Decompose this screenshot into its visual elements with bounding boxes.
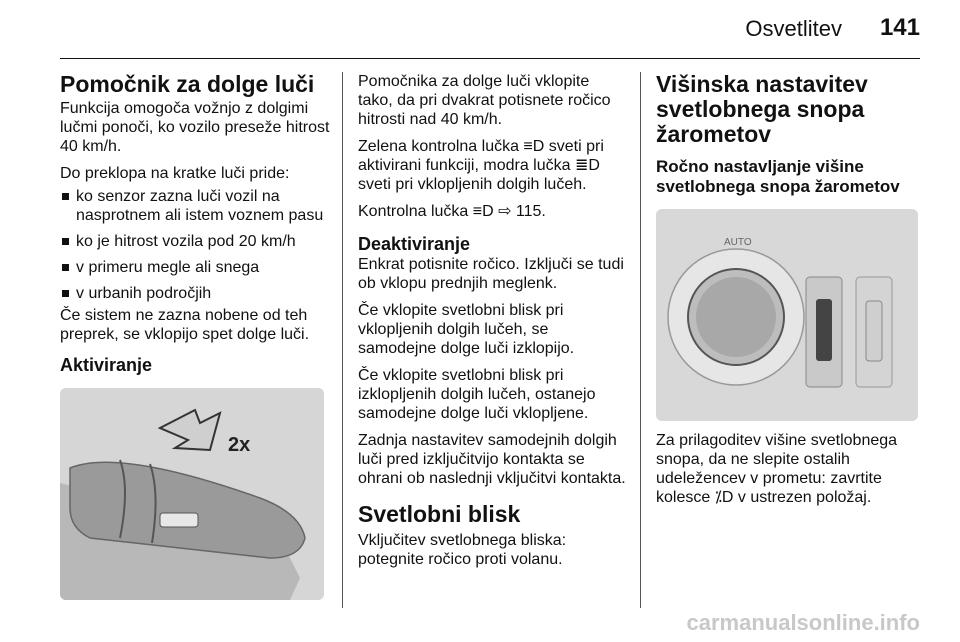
headlight-flash-paragraph: Vključitev svetlobnega bliska: potegnite ročico proti volanu. [358, 532, 567, 568]
activation-heading: Aktiviranje [60, 355, 153, 375]
light-switch-illustration [656, 209, 918, 421]
figure-label-auto: AUTO [724, 237, 752, 248]
header-divider [60, 58, 920, 59]
deactivation-paragraph-2: Če vklopite svetlobni blisk pri vklopljenih dolgih lučeh, se samodejne dolge luči izklopijo. [358, 302, 575, 357]
stalk-illustration [60, 388, 324, 600]
list-item: v urbanih področjih [60, 284, 330, 303]
column-divider-2 [640, 72, 641, 608]
section-title-high-beam-assist: Pomočnik za dolge luči [60, 71, 315, 97]
page-number: 141 [879, 14, 920, 41]
stalk-figure [60, 388, 324, 600]
range-adjust-paragraph: Za prilagoditev višine svetlobnega snopa, da ne slepite ostalih udeležencev v prometu: zavrtite kolesce ⁒D v ustrezen položaj. [656, 432, 898, 506]
column-2 [358, 72, 626, 577]
list-item: ko je hitrost vozila pod 20 km/h [60, 232, 330, 251]
after-paragraph: Če sistem ne zazna nobene od teh preprek, se vklopijo spet dolge luči. [60, 307, 310, 343]
headlight-flash-heading: Svetlobni blisk [358, 501, 521, 527]
indicator-paragraph: Zelena kontrolna lučka ≡D sveti pri aktivirani funkciji, modra lučka ≣D sveti pri vklopljenih dolgih lučeh. [358, 138, 604, 193]
figure-label-2x: 2x [228, 434, 251, 456]
light-switch-figure [656, 209, 918, 421]
list-item: ko senzor zazna luči vozil na nasprotnem ali istem voznem pasu [60, 187, 330, 225]
intro-paragraph: Funkcija omogoča vožnjo z dolgimi lučmi ponoči, ko vozilo preseže hitrost 40 km/h. [60, 100, 330, 155]
column-1 [60, 72, 330, 600]
deactivation-paragraph-1: Enkrat potisnite ročico. Izključi se tudi ob vklopu prednjih meglenk. [358, 256, 624, 292]
deactivation-heading: Deaktiviranje [358, 234, 471, 254]
section-title-headlight-range: Višinska nastavitev svetlobnega snopa žarometov [656, 71, 868, 147]
running-title: Osvetlitev [745, 16, 842, 41]
switch-intro: Do preklopa na kratke luči pride: [60, 165, 290, 182]
activation-paragraph: Pomočnika za dolge luči vklopite tako, da pri dvakrat potisnete ročico hitrosti nad 40 km/h. [358, 73, 611, 128]
deactivation-paragraph-4: Zadnja nastavitev samodejnih dolgih luči pred izključitvijo kontakta se ohrani ob naslednji vključitvi kontakta. [358, 432, 626, 487]
column-3 [656, 72, 920, 515]
list-item: v primeru megle ali snega [60, 258, 330, 277]
indicator-reference: Kontrolna lučka ≡D ⇨ 115. [358, 203, 546, 220]
deactivation-paragraph-3: Če vklopite svetlobni blisk pri izklopljenih dolgih lučeh, ostanejo samodejne dolge luči vklopljene. [358, 367, 596, 422]
page-header [0, 0, 960, 60]
column-divider-1 [342, 72, 343, 608]
subsection-title-manual-range: Ročno nastavljanje višine svetlobnega snopa žarometov [656, 157, 900, 196]
conditions-list [60, 187, 330, 303]
watermark: carmanualsonline.info [686, 610, 920, 635]
